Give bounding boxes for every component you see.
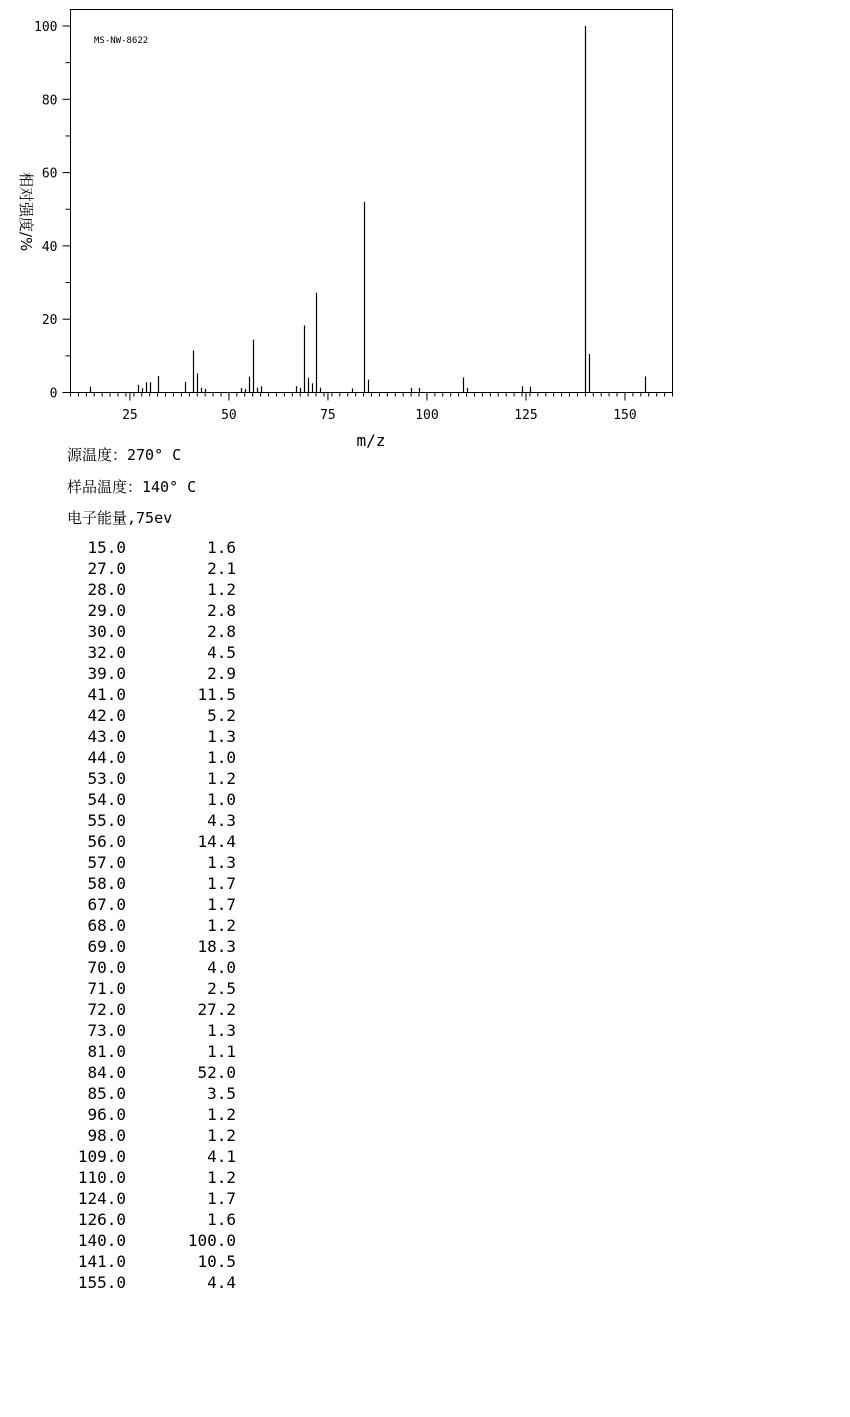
mz-value: 73.0	[87, 1021, 126, 1040]
intensity-value: 1.6	[207, 538, 236, 557]
intensity-value: 1.3	[207, 853, 236, 872]
table-row	[66, 1062, 236, 1083]
mz-value: 98.0	[87, 1126, 126, 1145]
mz-value: 141.0	[77, 1252, 126, 1271]
table-row	[66, 684, 236, 705]
table-row	[66, 642, 236, 663]
intensity-value: 10.5	[197, 1252, 236, 1271]
table-row	[66, 936, 236, 957]
table-row	[66, 768, 236, 789]
table-row	[66, 1167, 236, 1188]
mass-spectrum-chart	[0, 0, 850, 460]
x-tick-label: 100	[415, 408, 439, 423]
mz-value: 81.0	[87, 1042, 126, 1061]
intensity-value: 1.7	[207, 874, 236, 893]
mz-value: 67.0	[87, 895, 126, 914]
mz-value: 15.0	[87, 538, 126, 557]
intensity-value: 52.0	[197, 1063, 236, 1082]
y-tick-label: 60	[41, 166, 58, 182]
mz-value: 56.0	[87, 832, 126, 851]
table-row	[66, 1272, 236, 1293]
intensity-value: 1.3	[207, 727, 236, 746]
mz-value: 27.0	[87, 559, 126, 578]
table-row	[66, 1041, 236, 1062]
mz-value: 155.0	[77, 1273, 126, 1292]
table-row	[66, 705, 236, 726]
intensity-value: 1.0	[207, 790, 236, 809]
y-axis-ticks	[34, 20, 70, 402]
mz-value: 57.0	[87, 853, 126, 872]
table-row	[66, 978, 236, 999]
mz-value: 96.0	[87, 1105, 126, 1124]
mz-value: 71.0	[87, 979, 126, 998]
table-row	[66, 537, 236, 558]
table-row	[66, 1104, 236, 1125]
table-row	[66, 789, 236, 810]
table-row	[66, 957, 236, 978]
x-tick-label: 25	[122, 408, 138, 423]
intensity-value: 100.0	[187, 1231, 236, 1250]
mz-value: 72.0	[87, 1000, 126, 1019]
intensity-value: 2.9	[207, 664, 236, 683]
mz-value: 126.0	[77, 1210, 126, 1229]
x-axis-label: m/z	[356, 431, 386, 450]
mz-value: 70.0	[87, 958, 126, 977]
table-row	[66, 621, 236, 642]
table-row	[66, 810, 236, 831]
intensity-value: 1.2	[207, 1126, 236, 1145]
table-row	[66, 873, 236, 894]
y-tick-label: 80	[41, 93, 58, 109]
mz-value: 28.0	[87, 580, 126, 599]
intensity-value: 27.2	[197, 1000, 236, 1019]
table-row	[66, 663, 236, 684]
intensity-value: 18.3	[197, 937, 236, 956]
mz-value: 30.0	[87, 622, 126, 641]
x-minor-ticks	[71, 393, 673, 397]
table-row	[66, 894, 236, 915]
table-row	[66, 747, 236, 768]
table-row	[66, 1230, 236, 1251]
mz-value: 84.0	[87, 1063, 126, 1082]
mz-value: 124.0	[77, 1189, 126, 1208]
table-row	[66, 1251, 236, 1272]
x-tick-label: 150	[613, 408, 637, 423]
mz-value: 54.0	[87, 790, 126, 809]
table-row	[66, 726, 236, 747]
intensity-value: 1.7	[207, 895, 236, 914]
mz-value: 29.0	[87, 601, 126, 620]
mz-value: 58.0	[87, 874, 126, 893]
intensity-value: 1.1	[207, 1042, 236, 1061]
table-row	[66, 600, 236, 621]
peak-table	[66, 537, 236, 1293]
intensity-value: 11.5	[197, 685, 236, 704]
intensity-value: 1.2	[207, 769, 236, 788]
intensity-value: 2.1	[207, 559, 236, 578]
intensity-value: 1.0	[207, 748, 236, 767]
intensity-value: 1.7	[207, 1189, 236, 1208]
table-row	[66, 1146, 236, 1167]
source-temperature: 源温度：270° C	[67, 446, 182, 464]
spectrum-peaks	[91, 26, 646, 393]
x-tick-label: 75	[320, 408, 336, 423]
table-row	[66, 579, 236, 600]
mz-value: 39.0	[87, 664, 126, 683]
intensity-value: 1.2	[207, 916, 236, 935]
intensity-value: 4.0	[207, 958, 236, 977]
mz-value: 85.0	[87, 1084, 126, 1103]
table-row	[66, 1209, 236, 1230]
mz-value: 140.0	[77, 1231, 126, 1250]
table-row	[66, 915, 236, 936]
table-row	[66, 831, 236, 852]
table-row	[66, 852, 236, 873]
mz-value: 32.0	[87, 643, 126, 662]
intensity-value: 2.5	[207, 979, 236, 998]
mz-value: 53.0	[87, 769, 126, 788]
intensity-value: 4.5	[207, 643, 236, 662]
electron-energy: 电子能量,75ev	[67, 509, 173, 527]
y-tick-label: 20	[41, 313, 58, 329]
mz-value: 44.0	[87, 748, 126, 767]
table-row	[66, 1083, 236, 1104]
spectrum-code-label: MS-NW-8622	[94, 36, 149, 46]
table-row	[66, 999, 236, 1020]
table-row	[66, 1020, 236, 1041]
y-tick-label: 40	[41, 239, 58, 255]
intensity-value: 2.8	[207, 622, 236, 641]
mz-value: 43.0	[87, 727, 126, 746]
y-tick-label: 100	[34, 20, 58, 35]
intensity-value: 4.4	[207, 1273, 236, 1292]
intensity-value: 4.1	[207, 1147, 236, 1166]
table-row	[66, 1188, 236, 1209]
intensity-value: 2.8	[207, 601, 236, 620]
x-axis-ticks	[122, 393, 637, 424]
table-row	[66, 1125, 236, 1146]
intensity-value: 1.2	[207, 580, 236, 599]
mz-value: 42.0	[87, 706, 126, 725]
x-tick-label: 50	[221, 408, 237, 423]
mz-value: 110.0	[77, 1168, 126, 1187]
intensity-value: 4.3	[207, 811, 236, 830]
intensity-value: 1.3	[207, 1021, 236, 1040]
intensity-value: 1.2	[207, 1168, 236, 1187]
y-tick-label: 0	[49, 386, 58, 402]
intensity-value: 1.6	[207, 1210, 236, 1229]
mz-value: 55.0	[87, 811, 126, 830]
mz-value: 109.0	[77, 1147, 126, 1166]
plot-frame	[71, 10, 673, 393]
mz-value: 68.0	[87, 916, 126, 935]
y-axis-label: 相对强度/%	[17, 172, 35, 252]
mz-value: 69.0	[87, 937, 126, 956]
mz-value: 41.0	[87, 685, 126, 704]
intensity-value: 3.5	[207, 1084, 236, 1103]
intensity-value: 5.2	[207, 706, 236, 725]
sample-temperature: 样品温度：140° C	[67, 478, 197, 496]
intensity-value: 14.4	[197, 832, 236, 851]
table-row	[66, 558, 236, 579]
intensity-value: 1.2	[207, 1105, 236, 1124]
x-tick-label: 125	[514, 408, 538, 423]
